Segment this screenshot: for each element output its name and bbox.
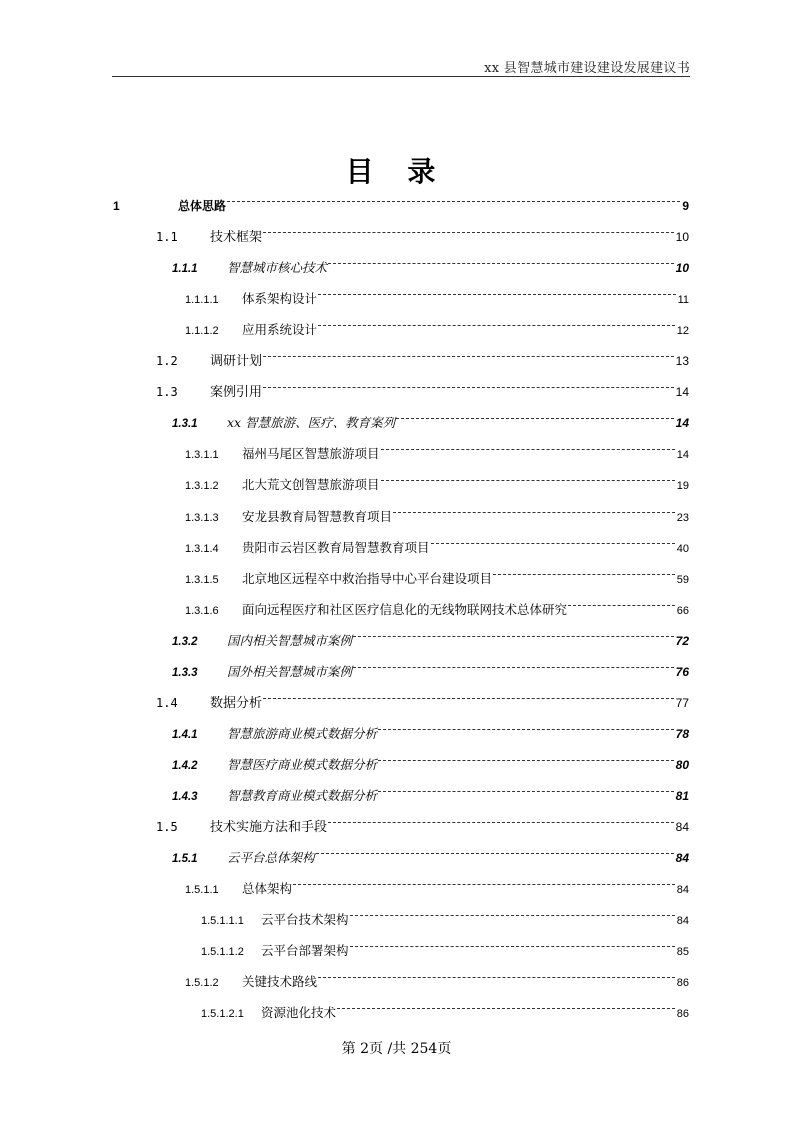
toc-entry-title: 国外相关智慧城市案例: [227, 663, 353, 679]
toc-entry-title: 案例引用: [210, 385, 263, 401]
toc-entry-number: 1.4.1: [172, 728, 198, 741]
toc-entry-title: 关键技术路线: [242, 974, 318, 990]
toc-entry[interactable]: [172, 625, 689, 648]
toc-leader-dashes: [328, 811, 674, 831]
toc-entry-number: 1.4.3: [172, 790, 198, 803]
toc-entry[interactable]: [201, 935, 689, 959]
toc-entry-page: 86: [676, 1008, 689, 1021]
toc-entry-number: 1.5.1.2.1: [201, 1008, 244, 1021]
toc-entry[interactable]: [185, 469, 689, 493]
toc-entry-number: 1.3.1.3: [185, 511, 219, 524]
toc-leader-dashes: [396, 407, 674, 427]
toc-leader-dashes: [318, 314, 675, 334]
toc-leader-dashes: [353, 625, 674, 645]
toc-entry-title: 调研计划: [210, 354, 263, 370]
toc-entry[interactable]: [156, 221, 689, 246]
toc-entry-title: xx 智慧旅游、医疗、教育案列: [227, 415, 396, 431]
toc-entry-number: 1: [113, 199, 120, 213]
toc-entry[interactable]: [201, 997, 689, 1021]
toc-entry-number: 1.3.1.5: [185, 573, 219, 586]
toc-leader-dashes: [263, 221, 674, 241]
toc-entry-page: 23: [676, 511, 689, 524]
toc-entry[interactable]: [172, 842, 689, 866]
toc-entry[interactable]: [185, 314, 689, 338]
toc-entry[interactable]: [172, 252, 689, 276]
toc-entry[interactable]: [172, 656, 689, 679]
page-footer: 第 2页 /共 254页: [341, 1041, 452, 1057]
toc-entry-title: 技术实施方法和手段: [210, 820, 328, 835]
toc-entry-title: 智慧城市核心技术: [227, 260, 328, 276]
toc-entry-page: 76: [675, 664, 689, 679]
toc-entry-title: 福州马尾区智慧旅游项目: [242, 446, 380, 462]
toc-entry-page: 66: [676, 604, 689, 617]
toc-entry-page: 13: [675, 354, 689, 369]
toc-entry-number: 1.5.1.2: [185, 977, 219, 990]
toc-entry[interactable]: [185, 594, 689, 617]
toc-entry-number: 1.5.1.1: [185, 884, 219, 897]
toc-leader-dashes: [350, 904, 675, 924]
toc-entry-page: 85: [676, 946, 689, 959]
toc-entry-title: 总体架构: [242, 881, 293, 897]
toc-leader-dashes: [378, 749, 674, 769]
toc-entry-title: 技术框架: [210, 230, 263, 246]
toc-leader-dashes: [263, 376, 674, 396]
toc-entry-page: 77: [675, 695, 689, 710]
toc-entry-page: 14: [676, 449, 689, 462]
toc-entry-title: 安龙县教育局智慧教育项目: [242, 508, 393, 524]
toc-entry-number: 1.5: [156, 820, 178, 834]
toc-entry-page: 78: [675, 726, 689, 741]
toc-leader-dashes: [293, 873, 675, 893]
toc-entry-page: 80: [675, 757, 689, 772]
toc-entry[interactable]: [185, 501, 689, 524]
toc-leader-dashes: [337, 997, 675, 1017]
toc-entry[interactable]: [156, 811, 689, 835]
toc-entry-number: 1.1.1.1: [185, 294, 219, 307]
toc-entry-number: 1.3.1.1: [185, 449, 219, 462]
toc-entry-page: 40: [676, 542, 689, 555]
toc-entry-page: 84: [675, 820, 689, 834]
toc-entry[interactable]: [185, 966, 689, 990]
toc-entry-title: 云平台总体架构: [227, 850, 315, 866]
toc-entry-number: 1.1.1: [172, 263, 198, 276]
toc-entry-title: 面向远程医疗和社区医疗信息化的无线物联网技术总体研究: [242, 601, 568, 617]
toc-entry-page: 81: [675, 788, 689, 803]
toc-leader-dashes: [318, 283, 676, 303]
toc-entry-page: 14: [675, 416, 689, 431]
toc-entry-number: 1.3.1.6: [185, 604, 219, 617]
toc-entry-page: 84: [675, 851, 689, 866]
toc-entry[interactable]: [172, 780, 689, 803]
toc-leader-dashes: [381, 438, 675, 458]
toc-entry-title: 总体思路: [178, 199, 227, 213]
toc-leader-dashes: [227, 190, 680, 210]
toc-entry[interactable]: [185, 873, 689, 897]
toc-entry-title: 贵阳市云岩区教育局智慧教育项目: [242, 539, 430, 555]
toc-entry-page: 14: [675, 385, 689, 400]
toc-entry[interactable]: [172, 749, 689, 772]
toc-leader-dashes: [568, 594, 675, 614]
toc-entry-title: 资源池化技术: [261, 1005, 337, 1021]
toc-entry[interactable]: [201, 904, 689, 928]
toc-leader-dashes: [263, 687, 674, 707]
toc-entry-number: 1.3.2: [172, 635, 198, 648]
toc-entry-number: 1.3: [156, 385, 178, 400]
toc-entry-number: 1.1: [156, 230, 178, 245]
toc-entry-number: 1.1.1.2: [185, 325, 219, 338]
toc-entry-page: 10: [675, 230, 689, 245]
toc-leader-dashes: [263, 345, 674, 365]
toc-leader-dashes: [378, 780, 674, 800]
toc-entry-page: 10: [675, 261, 689, 276]
toc-entry-page: 9: [682, 199, 689, 213]
toc-entry-title: 智慧医疗商业模式数据分析: [227, 756, 378, 772]
toc-entry[interactable]: [185, 563, 689, 586]
toc-entry-title: 云平台部署架构: [261, 943, 349, 959]
toc-entry-number: 1.4: [156, 695, 178, 710]
toc-entry-title: 国内相关智慧城市案例: [227, 632, 353, 648]
toc-leader-dashes: [378, 718, 674, 738]
toc-entry-number: 1.5.1.1.2: [201, 946, 244, 959]
toc-entry-number: 1.5.1.1.1: [201, 915, 244, 928]
toc-leader-dashes: [328, 252, 674, 272]
toc-entry[interactable]: [156, 376, 689, 401]
toc-entry-title: 体系架构设计: [242, 291, 318, 307]
toc-leader-dashes: [353, 656, 674, 676]
toc-entry[interactable]: [156, 687, 689, 711]
toc-entry-page: 72: [675, 633, 689, 648]
toc-entry-title: 智慧教育商业模式数据分析: [227, 787, 378, 803]
toc-entry-title: 智慧旅游商业模式数据分析: [227, 725, 378, 741]
toc-heading: 目 录: [345, 155, 448, 188]
toc-entry-number: 1.3.3: [172, 666, 198, 679]
toc-entry-page: 11: [677, 294, 689, 307]
toc-entry[interactable]: [185, 438, 689, 462]
toc-leader-dashes: [393, 501, 675, 521]
toc-entry[interactable]: [172, 407, 689, 431]
toc-entry[interactable]: [113, 190, 689, 213]
toc-entry[interactable]: [185, 283, 689, 307]
toc-leader-dashes: [318, 966, 675, 986]
toc-leader-dashes: [381, 469, 675, 489]
toc-entry-page: 86: [676, 977, 689, 990]
toc-entry[interactable]: [185, 532, 689, 555]
toc-entry-number: 1.3.1.4: [185, 542, 219, 555]
document-title: xx 县智慧城市建设建设发展建议书: [484, 61, 690, 76]
toc-entry-title: 应用系统设计: [242, 322, 318, 338]
toc-leader-dashes: [493, 563, 675, 583]
toc-entry-number: 1.5.1: [172, 853, 198, 866]
toc-entry-title: 数据分析: [210, 695, 263, 711]
toc-entry-number: 1.3.1.2: [185, 480, 219, 493]
toc-entry[interactable]: [172, 718, 689, 741]
toc-entry-page: 12: [676, 325, 689, 338]
toc-entry-page: 59: [676, 573, 689, 586]
toc-entry-page: 84: [676, 884, 689, 897]
toc-entry-page: 84: [676, 915, 689, 928]
toc-entry-title: 云平台技术架构: [261, 912, 349, 928]
toc-entry-number: 1.2: [156, 354, 178, 369]
toc-entry-title: 北大荒文创智慧旅游项目: [242, 477, 380, 493]
toc-entry-page: 19: [676, 480, 689, 493]
toc-leader-dashes: [350, 935, 675, 955]
toc-leader-dashes: [431, 532, 675, 552]
toc-entry-title: 北京地区远程卒中救治指导中心平台建设项目: [242, 570, 493, 586]
toc-entry-number: 1.4.2: [172, 759, 198, 772]
toc-leader-dashes: [316, 842, 674, 862]
toc-entry[interactable]: [156, 345, 689, 370]
toc-entry-number: 1.3.1: [172, 418, 198, 431]
header-divider: [112, 76, 690, 77]
